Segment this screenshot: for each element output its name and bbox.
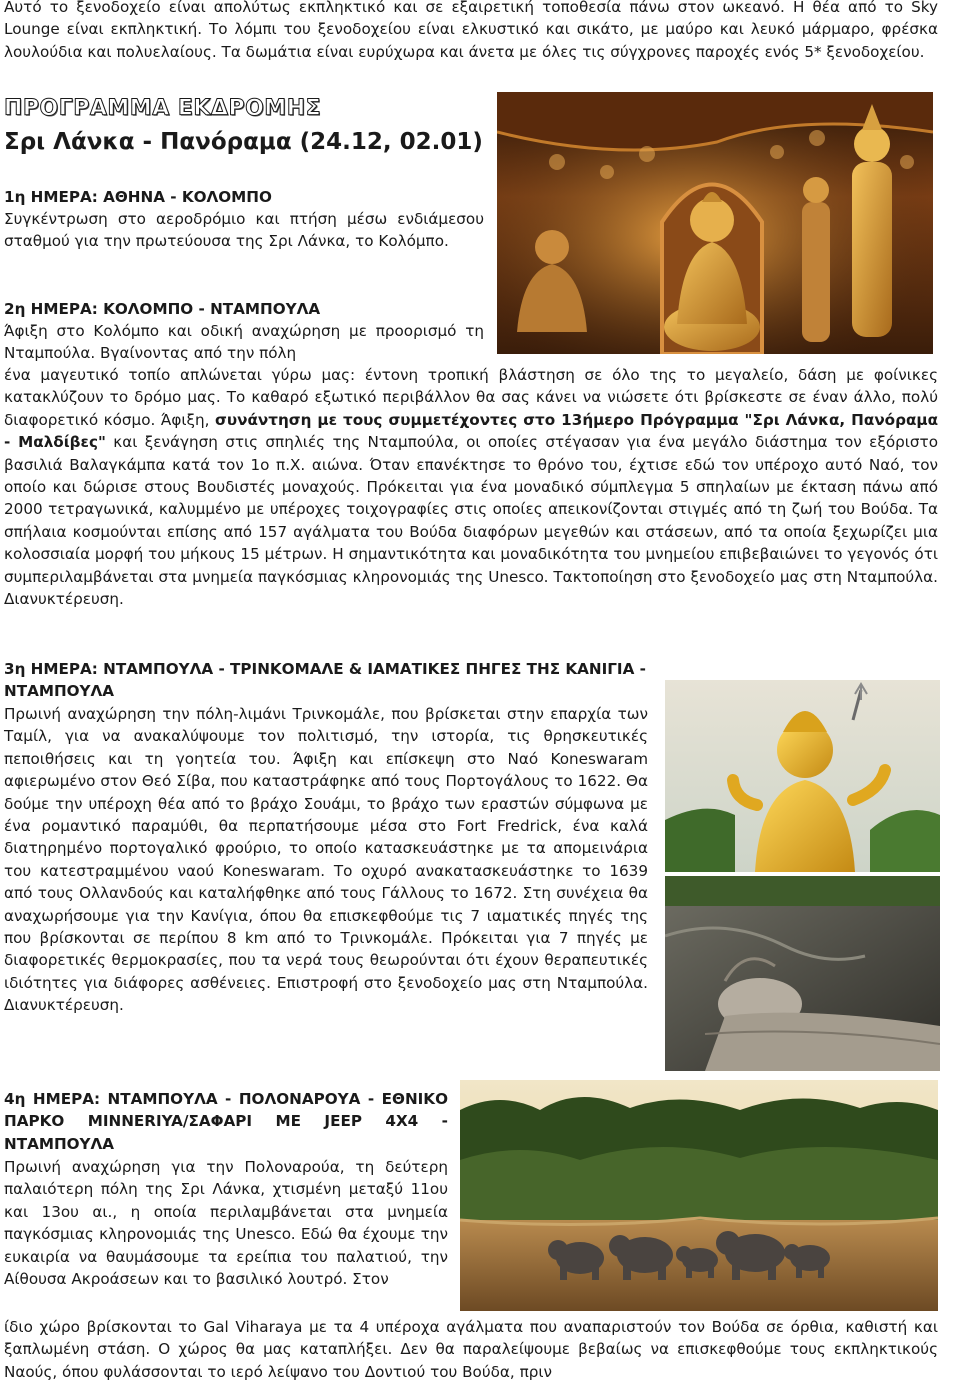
- day3-title: 3η ΗΜΕΡΑ: ΝΤΑΜΠΟΥΛΑ - ΤΡΙΝΚΟΜΑΛΕ & ΙΑΜΑΤΙΚΕΣ ΠΗΓΕΣ ΤΗΣ ΚΑΝΙΓΙΑ - ΝΤΑΜΠΟΥΛΑ: [4, 660, 646, 701]
- day4-text-b: ίδιο χώρο βρίσκονται το Gal Viharaya με τα 4 υπέροχα αγάλματα που αναπαριστούν τον Βούδα σε όρθια, καθιστή και ξαπλωμένη στάση. Ο χώρος θα μας καταπλήξει. Δεν θα παραλείψουμε βεβαίως να επισκεφθούμε τους εκπληκτικούς Ναούς, όπου φυλάσσονται το ιερό λείψανο του Δοντιού του Βούδα, πριν: [4, 1318, 938, 1381]
- day1-title: 1η ΗΜΕΡΑ: ΑΘΗΝΑ - ΚΟΛΟΜΠΟ: [4, 188, 272, 206]
- day2-text-c: και ξενάγηση στις σπηλιές της Νταμπούλα, οι οποίες στέγασαν για ένα μεγάλο διάστημα τον εξόριστο βασιλιά Βαλαγκάμπα κατά τον 1ο π.Χ. αιώνα. Όταν επανέκτησε το θρόνο του, έχτισε εδώ τον υπέροχο αυτό Ναό, τον οποίο και δώρισε στους Βουδιστές μοναχούς. Πρόκειται για ένα μοναδικό σύμπλεγμα 5 σπηλαίων με έκταση πάνω από 2000 τετραγωνικά, καλυμμένο με υπέροχες τοιχογραφίες στις οποίες απεικονίζονται στιγμές από τη ζωή του Βούδα. Τα σπήλαια κοσμούνται επίσης από 157 αγάλματα του Βούδα διαφόρων μεγεθών και στάσεων, από τα οποία ξεχωρίζει μια κολοσσιαία μορφή του μήκους 15 μέτρων. Η σημαντικότητα και μοναδικότητα του μνημείου επιβεβαιώνει το γεγονός ότι συμπεριλαμβάνεται στα μνημεία παγκόσμιας κληρονομιάς της Unesco. Τακτοποίηση στο ξενοδοχείο μας στη Νταμπούλα. Διανυκτέρευση.: [4, 433, 938, 609]
- elephants-safari-photo: [460, 1080, 938, 1311]
- intro-paragraph: Αυτό το ξενοδοχείο είναι απολύτως εκπληκτικό και σε εξαιρετική τοποθεσία πάνω στον ωκεανό. Η θέα από το Sky Lounge είναι εκπληκτική. Το λόμπι του ξενοδοχείου είναι ελκυστικό και σικάτο, με μαύρο και λευκό μάρμαρο, φρέσκα λουλούδια και πολυελαίους. Τα δωμάτια είναι ευρύχωρα και άνετα με όλες τις σύγχρονες παροχές ενός 5* ξενοδοχείου.: [4, 0, 938, 61]
- day4-title: 4η ΗΜΕΡΑ: ΝΤΑΜΠΟΥΛΑ - ΠΟΛΟΝΑΡΟΥΑ - ΕΘΝΙΚΟ ΠΑΡΚΟ MINNERIYA/ΣΑΦΑΡΙ ΜΕ JEEP 4X4 - ΝΤΑΜΠΟΥΛΑ: [4, 1090, 448, 1153]
- dambulla-cave-photo: [497, 92, 933, 354]
- reclining-buddha-photo: [665, 876, 940, 1071]
- program-heading: ΠΡΟΓΡΑΜΜΑ ΕΚΔΡΟΜΗΣ: [4, 96, 322, 121]
- day2-text-a: Άφιξη στο Κολόμπο και οδική αναχώρηση με προορισμό τη Νταμπούλα. Βγαίνοντας από την πόλη: [4, 322, 484, 363]
- day4-text-a: Πρωινή αναχώρηση για την Πολοναρούα, τη δεύτερη παλαιότερη πόλη της Σρι Λάνκα, χτισμένη μεταξύ 11ου και 13ου αι., η οποία περιλαμβάνεται στα μνημεία παγκόσμιας κληρονομιάς της Unesco. Εδώ θα έχουμε την ευκαιρία να θαυμάσουμε τα ερείπια του παλατιού, την Αίθουσα Ακροάσεων και το βασιλικό λουτρό. Στον: [4, 1158, 448, 1289]
- shiva-statue-photo: [665, 680, 940, 872]
- day2-text-b: [4, 364, 938, 610]
- day2-title: 2η ΗΜΕΡΑ: ΚΟΛΟΜΠΟ - ΝΤΑΜΠΟΥΛΑ: [4, 300, 321, 318]
- program-subheading: Σρι Λάνκα - Πανόραμα (24.12, 02.01): [4, 129, 483, 155]
- day2-text-bold: συνάντηση με τους συμμετέχοντες στο 13ήμερο Πρόγραμμα "Σρι Λάνκα, Πανόραμα - Μαλδίβες": [4, 410, 939, 452]
- day2-text-b-plain: ένα μαγευτικό τοπίο απλώνεται γύρω μας: έντονη τροπική βλάστηση σε όλο της το μεγαλείο, δάση με φοίνικες κατακλύζουν το δρόμο μας. Το καθαρό εξωτικό περιβάλλον θα σας κάνει να νιώσετε ότι βρίσκεστε σε έναν άλλο, πολύ διαφορετικό κόσμο. Άφιξη,: [4, 366, 938, 429]
- day3-text: Πρωινή αναχώρηση την πόλη-λιμάνι Τρινκομάλε, που βρίσκεται στην επαρχία των Ταμίλ, για να ανακαλύψουμε τον πολιτισμό, την ιστορία, τις θρησκευτικές πεποιθήσεις και τη γοητεία του. Άφιξη και επίσκεψη στο Ναό Koneswaram αφιερωμένο στον Θεό Σίβα, που καταστράφηκε από τους Πορτογάλους το 1622. Θα δούμε την υπέροχη θέα από το βράχο Σουάμι, το βράχο των εραστών σύμφωνα με ένα ρομαντικό παραμύθι, θα περπατήσουμε μέσα στο Fort Fredrick, ένα καλά διατηρημένο πορτογαλικό φρούριο, το οποίο κατασκευάστηκε με τα απομεινάρια του κατεστραμμένου ναού Koneswaram. Το οχυρό ανακατασκευάστηκε το 1639 από τους Ολλανδούς και καταλήφθηκε από τους Γάλλους το 1672. Στη συνέχεια θα αναχωρήσουμε για την Κανίγια, όπου θα επισκεφθούμε τις 7 ιαματικές πηγές της που βρίσκονται σε περίπου 8 km από το Τρινκομάλε. Πρόκειται για 7 πηγές με διαφορετικές θερμοκρασίες, που τα νερά τους θεωρούνται ότι έχουν θεραπευτικές ιδιότητες για διάφορες ασθένειες. Επιστροφή στο ξενοδοχείο μας στη Νταμπούλα. Διανυκτέρευση.: [4, 705, 648, 1015]
- day1-text: Συγκέντρωση στο αεροδρόμιο και πτήση μέσω ενδιάμεσου σταθμού για την πρωτεύουσα της Σρι Λάνκα, το Κολόμπο.: [4, 210, 484, 251]
